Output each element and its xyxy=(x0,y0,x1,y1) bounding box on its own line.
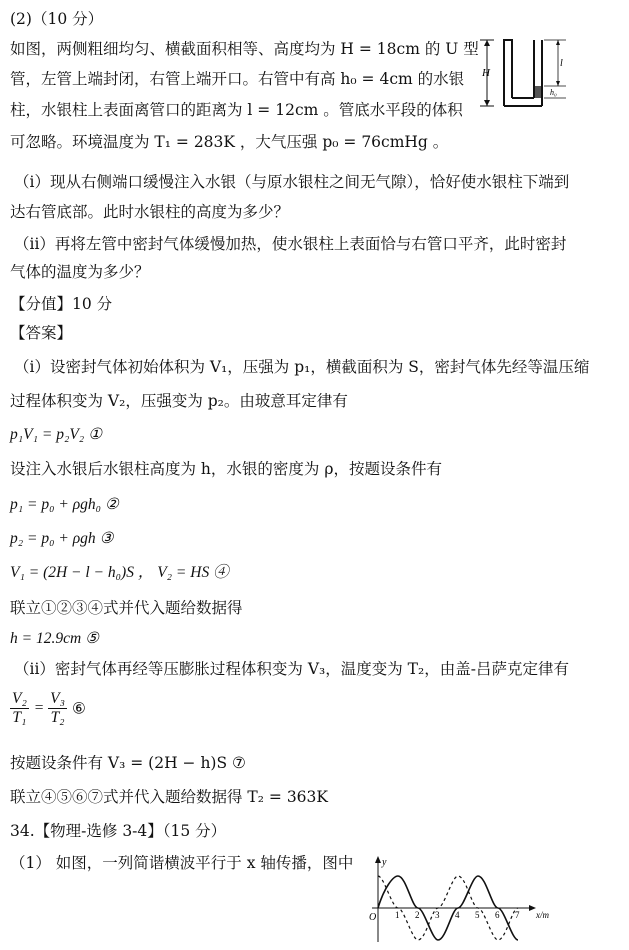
svg-text:y: y xyxy=(382,857,387,868)
solution-ii-line-3: 联立④⑤⑥⑦式并代入题给数据得 T₂ = 363K xyxy=(10,788,328,806)
problem-line-1: 如图，两侧粗细均匀、横截面积相等、高度均为 H = 18cm 的 U 型 xyxy=(10,40,479,58)
problem-header: (2)（10 分） xyxy=(10,10,104,28)
question-i-line-1: （i）现从右侧端口缓慢注入水银（与原水银柱之间无气隙），恰好使水银柱下端到 xyxy=(14,173,570,191)
equation-2: p₁ = p₀ + ρgh₀ ② xyxy=(10,496,119,513)
equation-4: V₁ = (2H − l − h₀)S ， V₂ = HS ④ xyxy=(10,564,229,581)
tick-label: 5 xyxy=(475,910,480,920)
problem-line-2: 管，左管上端封闭，右管上端开口。右管中有高 h₀ = 4cm 的水银 xyxy=(10,70,465,88)
solution-i-line-2: 过程体积变为 V₂，压强变为 p₂。由玻意耳定律有 xyxy=(10,392,348,410)
wave-figure xyxy=(368,852,564,946)
tick-label: 7 xyxy=(515,910,520,920)
solution-ii-line-2: 按题设条件有 V₃ = (2H − h)S ⑦ xyxy=(10,754,246,772)
fraction-right: $\frac{\text{V₃}}{\text{T₂}}$ xyxy=(50,690,65,726)
section-34-heading: 34.【物理-选修 3-4】（15 分） xyxy=(10,822,227,840)
equation-6: $\frac{\text{V₂}}{\text{T₁}}$ = $\frac{\text{V₃}}{\text{T₂}}$ ⑥ xyxy=(12,690,86,726)
u-tube-figure xyxy=(474,36,574,118)
svg-text:h₀: h₀ xyxy=(550,88,557,97)
fraction-left: $\frac{\text{V₂}}{\text{T₁}}$ xyxy=(12,690,27,726)
tick-label: 2 xyxy=(415,910,420,920)
tick-label: 6 xyxy=(495,910,500,920)
svg-text:O: O xyxy=(369,912,377,923)
svg-text:x/m: x/m xyxy=(536,910,549,920)
equation-5: h = 12.9cm ⑤ xyxy=(10,630,99,647)
svg-text:H: H xyxy=(482,67,490,79)
problem-line-3: 柱，水银柱上表面离管口的距离为 l = 12cm 。管底水平段的体积 xyxy=(10,101,463,119)
solution-i-line-3: 设注入水银后水银柱高度为 h，水银的密度为 ρ，按题设条件有 xyxy=(10,460,442,478)
question-ii-line-1: （ii）再将左管中密封气体缓慢加热，使水银柱上表面恰与右管口平齐，此时密封 xyxy=(14,235,567,253)
equation-3: p₂ = p₀ + ρgh ③ xyxy=(10,530,114,547)
question-i-line-2: 达右管底部。此时水银柱的高度为多少？ xyxy=(10,203,290,221)
answer-label: 【答案】 xyxy=(10,324,73,342)
tick-label: 4 xyxy=(455,910,460,920)
tick-label: 1 xyxy=(395,910,400,920)
solution-ii-line-1: （ii）密封气体再经等压膨胀过程体积变为 V₃，温度变为 T₂，由盖-吕萨克定律有 xyxy=(14,660,569,678)
tick-label: 3 xyxy=(435,910,440,920)
question-ii-line-2: 气体的温度为多少？ xyxy=(10,263,150,281)
solution-i-line-4: 联立①②③④式并代入题给数据得 xyxy=(10,599,243,617)
score-label: 【分值】10 分 xyxy=(10,295,113,313)
problem-line-4: 可忽略。环境温度为 T₁ = 283K ，大气压强 p₀ = 76cmHg 。 xyxy=(10,133,449,151)
equation-1: p₁V₁ = p₂V₂ ① xyxy=(10,426,102,443)
mercury-column xyxy=(535,86,541,98)
svg-text:l: l xyxy=(560,58,563,69)
section-34-part-1: （1） 如图，一列简谐横波平行于 x 轴传播，图中 xyxy=(10,854,354,872)
solution-i-line-1: （i）设密封气体初始体积为 V₁，压强为 p₁，横截面积为 S，密封气体先经等温压缩 xyxy=(14,358,590,376)
